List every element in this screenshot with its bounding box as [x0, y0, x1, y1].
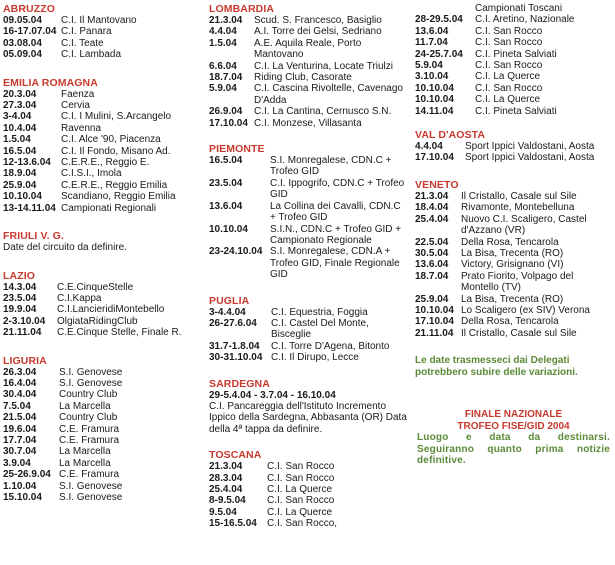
event-row — [415, 49, 612, 60]
event-venue: C.I. Il Dirupo, Lecce — [271, 352, 359, 364]
event-row — [3, 367, 201, 378]
finale-title-line-1: FINALE NAZIONALE — [464, 408, 563, 420]
event-row — [415, 37, 612, 48]
event-date: 11.7.04 — [415, 37, 448, 49]
event-venue: C.I. San Rocco — [475, 60, 543, 72]
event-venue: S.I. Genovese — [59, 377, 123, 389]
event-row — [415, 316, 612, 327]
event-date: 2-3.10.04 — [3, 315, 46, 327]
event-venue: S.I. Genovese — [59, 366, 123, 378]
region-title: VAL D'AOSTA — [415, 129, 486, 142]
event-row — [415, 248, 612, 259]
event-date: 30.7.04 — [3, 446, 37, 458]
event-date: 5.9.04 — [415, 60, 443, 72]
event-date: 21.11.04 — [415, 327, 454, 339]
region-title: PUGLIA — [209, 294, 250, 307]
event-date: 19.9.04 — [3, 304, 37, 316]
event-venue: C.E.Cinque Stelle, Finale R. — [57, 327, 182, 339]
event-date: 21.3.04 — [209, 461, 243, 473]
event-row — [415, 60, 612, 71]
event-date: 4.4.04 — [415, 141, 443, 153]
event-venue: C.I. San Rocco — [475, 82, 543, 94]
disclaimer-note: Le date trasmesseci dai Delegati potrebbero subire delle variazioni. — [415, 355, 578, 378]
event-date: 6.6.04 — [209, 60, 237, 72]
event-date: 30.4.04 — [3, 389, 37, 401]
event-date: 18.7.04 — [415, 270, 449, 282]
event-row — [209, 318, 409, 341]
event-venue: C.I. Cascina Rivoltelle, Cavenago D'Adda — [254, 83, 403, 106]
event-date: 9.5.04 — [209, 506, 237, 518]
event-venue: C.I. Pineta Salviati — [475, 48, 557, 60]
event-date: 25.4.04 — [415, 213, 449, 225]
event-date: 05.09.04 — [3, 49, 42, 61]
event-venue: A.I. Torre dei Gelsi, Sedriano — [254, 26, 382, 38]
event-row — [3, 38, 201, 49]
event-row — [415, 26, 612, 37]
event-venue: C.I. La Querce — [475, 94, 541, 106]
event-row — [415, 94, 612, 105]
event-venue: Sport Ippici Valdostani, Aosta — [465, 152, 595, 164]
event-venue: Della Rosa, Tencarola — [461, 316, 559, 328]
event-date: 10.10.04 — [415, 82, 454, 94]
event-date: 3.9.04 — [3, 457, 31, 469]
column-1 — [3, 3, 201, 503]
event-venue: C.I. La Venturina, Locate Triulzi — [254, 60, 393, 72]
region-note: C.I. Pancareggia dell'Istituto Incremento Ippico della Sardegna, Abbasanta (OR) Data della 4ª tappa da definire. — [209, 400, 407, 435]
event-date: 13.6.04 — [415, 25, 449, 37]
event-venue: C.I. Equestria, Foggia — [271, 306, 368, 318]
event-date: 18.4.04 — [415, 202, 449, 214]
event-date: 23.5.04 — [209, 177, 243, 189]
event-venue: Il Cristallo, Casale sul Sile — [461, 190, 577, 202]
event-venue: C.I. Alce '90, Piacenza — [61, 134, 161, 146]
event-venue: S.I. Monregalese, CDN.C + Trofeo GID — [270, 155, 392, 178]
event-venue: La Collina dei Cavalli, CDN.C + Trofeo GID — [270, 200, 401, 224]
event-venue: Campionati Regionali — [61, 202, 157, 214]
event-date: 23.5.04 — [3, 292, 37, 304]
event-row — [415, 3, 612, 14]
event-venue: C.I. Pineta Salviati — [475, 105, 557, 117]
event-venue: Cervia — [61, 100, 90, 112]
event-date: 16.5.04 — [209, 155, 243, 167]
event-date: 17.7.04 — [3, 434, 37, 446]
event-date: 21.3.04 — [209, 15, 243, 26]
region-toscana-cont — [415, 3, 612, 117]
event-date: 1.10.04 — [3, 480, 37, 492]
event-venue: Scandiano, Reggio Emilia — [61, 191, 176, 203]
event-row — [209, 201, 409, 224]
region-sardegna — [209, 378, 409, 436]
event-date: 13.6.04 — [415, 259, 449, 271]
event-date: 12-13.6.04 — [3, 157, 51, 169]
event-row — [209, 246, 409, 280]
region-val-daosta — [415, 129, 612, 164]
event-venue: Ravenna — [61, 122, 102, 134]
event-venue: Nuovo C.I. Scaligero, Castel d'Azzano (VR) — [461, 213, 587, 237]
region-title: LAZIO — [3, 269, 35, 282]
event-date: 26.9.04 — [209, 106, 243, 118]
event-venue: C.E. Framura — [59, 469, 120, 481]
event-row — [415, 14, 612, 25]
finale-title-line-2: TROFEO FISE/GID 2004 — [457, 420, 570, 432]
event-venue: Country Club — [59, 412, 118, 424]
event-date: 3.10.04 — [415, 71, 449, 83]
event-row — [209, 72, 409, 83]
event-row — [3, 123, 201, 134]
event-venue: C.I.Kappa — [57, 292, 102, 304]
event-row — [3, 49, 201, 60]
event-date: 4.4.04 — [209, 26, 237, 38]
region-puglia — [209, 295, 409, 364]
event-date: 14.3.04 — [3, 281, 37, 293]
event-venue: C.I. La Querce — [267, 484, 333, 495]
event-date: 27.3.04 — [3, 100, 37, 112]
event-row — [3, 469, 201, 480]
region-title: ABRUZZO — [3, 3, 56, 15]
event-row — [415, 191, 612, 202]
event-venue: La Bisa, Trecenta (RO) — [461, 247, 564, 259]
event-row — [3, 111, 201, 122]
event-venue: Riding Club, Casorate — [254, 72, 352, 84]
region-toscana — [209, 449, 409, 529]
event-venue: S.I. Monregalese, CDN.A + Trofeo GID, Finale Regionale GID — [270, 246, 400, 281]
event-row — [3, 327, 201, 338]
event-row — [415, 305, 612, 316]
event-venue: Prato Fiorito, Volpago del Montello (TV) — [461, 270, 574, 294]
event-row — [209, 484, 409, 495]
event-date: 17.10.04 — [415, 316, 454, 328]
event-date: 1.5.04 — [3, 134, 31, 146]
event-venue: Della Rosa, Tencarola — [461, 236, 559, 248]
event-venue: C.I. La Querce — [475, 71, 541, 83]
region-title: FRIULI V. G. — [3, 230, 64, 243]
event-row — [415, 83, 612, 94]
event-date: 25.9.04 — [415, 293, 449, 305]
region-liguria — [3, 355, 201, 504]
event-date: 13.6.04 — [209, 200, 243, 212]
event-venue: C.I. San Rocco, — [267, 518, 338, 530]
event-row — [3, 378, 201, 389]
event-date: 25.9.04 — [3, 179, 37, 191]
event-date: 8-9.5.04 — [209, 495, 246, 507]
event-venue: C.E. Framura — [59, 423, 120, 435]
event-row — [209, 224, 409, 247]
event-date: 5.9.04 — [209, 83, 237, 95]
event-date: 20.3.04 — [3, 88, 37, 100]
event-date: 30.5.04 — [415, 247, 449, 259]
event-venue: C.E. Framura — [59, 434, 120, 446]
column-3-sections — [415, 3, 612, 339]
event-date: 7.5.04 — [3, 400, 31, 412]
event-row — [3, 15, 201, 26]
event-venue: C.I. Castel Del Monte, Bisceglie — [271, 317, 369, 341]
event-row — [3, 412, 201, 423]
event-venue: La Marcella — [59, 446, 111, 458]
event-row — [3, 304, 201, 315]
event-row — [209, 61, 409, 72]
region-note: Date del circuito da definire. — [3, 242, 127, 254]
region-title: LOMBARDIA — [209, 3, 275, 15]
event-venue: C.E.R.E., Reggio Emilia — [61, 179, 168, 191]
event-venue: Faenza — [61, 88, 95, 100]
event-venue: C.I. San Rocco — [475, 37, 543, 49]
event-date: 16.4.04 — [3, 377, 37, 389]
event-date: 21.3.04 — [415, 190, 449, 202]
event-row — [209, 118, 409, 129]
region-title: TOSCANA — [209, 449, 262, 462]
event-row — [3, 282, 201, 293]
event-date: 13-14.11.04 — [3, 202, 56, 214]
event-row — [3, 435, 201, 446]
region-lazio — [3, 270, 201, 339]
region-veneto — [415, 179, 612, 339]
event-row — [415, 106, 612, 117]
event-row — [3, 203, 201, 214]
event-venue: S.I. Genovese — [59, 492, 123, 503]
event-venue: Lo Scaligero (ex SIV) Verona — [461, 304, 590, 316]
event-row — [415, 294, 612, 305]
event-venue: Victory, Grisignano (VI) — [461, 259, 564, 271]
event-row — [3, 157, 201, 168]
event-row — [209, 178, 409, 201]
event-venue: C.I. San Rocco — [267, 495, 335, 507]
event-row — [415, 328, 612, 339]
event-date: 10.10.04 — [415, 304, 454, 316]
region-title: SARDEGNA — [209, 377, 270, 390]
event-venue: C.I. Teate — [61, 37, 104, 49]
event-venue: C.I. San Rocco — [475, 25, 543, 37]
event-venue: S.I. Genovese — [59, 480, 123, 492]
event-row — [209, 106, 409, 117]
event-venue: C.I. Ippogrifo, CDN.C + Trofeo GID — [270, 177, 405, 201]
event-date: 18.9.04 — [3, 168, 37, 180]
event-row — [3, 26, 201, 37]
event-venue: Sport Ippici Valdostani, Aosta — [465, 141, 595, 153]
event-venue: C.I. San Rocco — [267, 461, 335, 473]
event-venue: C.I. San Rocco — [267, 472, 335, 484]
event-venue: C.I. Torre D'Agena, Bitonto — [271, 340, 390, 352]
event-venue: C.I. Il Mantovano — [61, 15, 137, 26]
event-row — [209, 26, 409, 37]
event-date: 17.10.04 — [415, 152, 454, 164]
event-venue: C.I. Aretino, Nazionale — [475, 14, 575, 26]
event-venue: C.I. La Querce — [267, 506, 333, 518]
event-row — [415, 141, 612, 152]
event-date: 14.11.04 — [415, 105, 454, 117]
event-row — [3, 168, 201, 179]
event-date: 09.05.04 — [3, 15, 42, 26]
event-venue: La Marcella — [59, 400, 111, 412]
event-date: 15.10.04 — [3, 492, 42, 503]
event-row — [3, 180, 201, 191]
event-row — [415, 214, 612, 237]
event-venue: OlgiataRidingClub — [57, 315, 138, 327]
event-row — [415, 152, 612, 163]
event-venue: La Bisa, Trecenta (RO) — [461, 293, 564, 305]
event-venue: C.E.R.E., Reggio E. — [61, 157, 150, 169]
event-date: 25.4.04 — [209, 484, 243, 495]
event-row — [209, 352, 409, 363]
event-venue: C.I.LancieridiMontebello — [57, 304, 165, 316]
event-row — [3, 100, 201, 111]
event-row — [209, 155, 409, 178]
date-line: 29-5.4.04 - 3.7.04 - 16.10.04 — [209, 389, 336, 401]
event-row — [415, 259, 612, 270]
event-row — [209, 38, 409, 61]
event-date: 19.6.04 — [3, 423, 37, 435]
event-row — [209, 83, 409, 106]
event-row — [3, 424, 201, 435]
event-date: 10.10.04 — [209, 223, 248, 235]
event-venue: S.I.N., CDN.C + Trofeo GID + Campionato Regionale — [270, 223, 402, 246]
event-date: 28.3.04 — [209, 472, 243, 484]
event-date: 22.5.04 — [415, 236, 449, 248]
event-row — [209, 461, 409, 472]
event-date: 10.10.04 — [3, 191, 42, 203]
event-venue: C.I.S.I., Imola — [61, 168, 122, 180]
event-row — [415, 271, 612, 294]
event-venue: C.I. Lambada — [61, 49, 122, 61]
event-date: 17.10.04 — [209, 117, 248, 129]
event-date: 10.10.04 — [415, 94, 454, 106]
region-lombardia — [209, 3, 409, 129]
event-row — [3, 191, 201, 202]
event-row — [415, 71, 612, 82]
event-venue: A.E. Aquila Reale, Porto Mantovano — [254, 37, 362, 61]
event-row — [3, 146, 201, 157]
event-venue: C.I. La Cantina, Cernusco S.N. — [254, 106, 392, 118]
event-venue: Rivamonte, Montebelluna — [461, 202, 575, 214]
event-row — [209, 518, 409, 529]
event-row — [3, 316, 201, 327]
event-row — [3, 458, 201, 469]
event-date: 26.3.04 — [3, 366, 37, 378]
region-abruzzo — [3, 3, 201, 61]
event-venue: Campionati Toscani — [475, 3, 563, 14]
event-row — [209, 473, 409, 484]
event-date: 25-26.9.04 — [3, 469, 51, 481]
region-piemonte — [209, 143, 409, 280]
event-venue: C.I. Il Fondo, Misano Ad. — [61, 145, 171, 157]
event-row — [3, 293, 201, 304]
event-row — [3, 481, 201, 492]
event-venue: C.I. Monzese, Villasanta — [254, 117, 362, 129]
event-venue: La Marcella — [59, 457, 111, 469]
event-row — [209, 307, 409, 318]
event-date: 3-4.04 — [3, 111, 32, 123]
region-emilia-romagna — [3, 77, 201, 214]
event-date: 16-17.07.04 — [3, 26, 57, 38]
region-title: EMILIA ROMAGNA — [3, 76, 98, 89]
region-friuli — [3, 230, 201, 253]
event-row — [3, 401, 201, 412]
event-date: 15-16.5.04 — [209, 518, 257, 530]
event-date: 28-29.5.04 — [415, 14, 463, 26]
event-date: 23-24.10.04 — [209, 246, 263, 258]
event-venue: Il Cristallo, Casale sul Sile — [461, 327, 577, 339]
column-2 — [209, 3, 409, 530]
region-title: LIGURIA — [3, 354, 47, 367]
event-date: 03.08.04 — [3, 37, 42, 49]
event-venue: C.I. Panara — [61, 26, 112, 38]
event-date: 1.5.04 — [209, 37, 237, 49]
region-title: VENETO — [415, 178, 459, 191]
event-date: 30-31.10.04 — [209, 352, 263, 364]
event-row — [209, 15, 409, 26]
event-row — [415, 237, 612, 248]
event-row — [3, 89, 201, 100]
event-venue: C.I. I Mulini, S.Arcangelo — [61, 111, 172, 123]
event-row — [3, 446, 201, 457]
event-date: 16.5.04 — [3, 145, 37, 157]
event-venue: Scud. S. Francesco, Basiglio — [254, 15, 382, 26]
event-date: 31.7-1.8.04 — [209, 340, 260, 352]
column-3 — [415, 3, 612, 467]
event-row — [209, 341, 409, 352]
event-venue: C.E.CinqueStelle — [57, 281, 134, 293]
event-row — [3, 134, 201, 145]
event-date: 21.5.04 — [3, 412, 37, 424]
finale-box — [415, 409, 612, 467]
event-date: 24-25.7.04 — [415, 48, 463, 60]
finale-text: Luogo e data da destinarsi. Seguiranno quanto prima notizie definitive. — [417, 432, 610, 467]
event-row — [3, 389, 201, 400]
event-date — [415, 3, 475, 14]
event-date: 21.11.04 — [3, 327, 42, 339]
event-row — [209, 507, 409, 518]
event-row — [3, 492, 201, 503]
event-row — [209, 495, 409, 506]
region-title: PIEMONTE — [209, 143, 265, 156]
event-venue: Country Club — [59, 389, 118, 401]
event-date: 10.4.04 — [3, 122, 37, 134]
event-date: 26-27.6.04 — [209, 317, 257, 329]
event-date: 3-4.4.04 — [209, 306, 246, 318]
event-date: 18.7.04 — [209, 72, 243, 84]
event-row — [415, 202, 612, 213]
